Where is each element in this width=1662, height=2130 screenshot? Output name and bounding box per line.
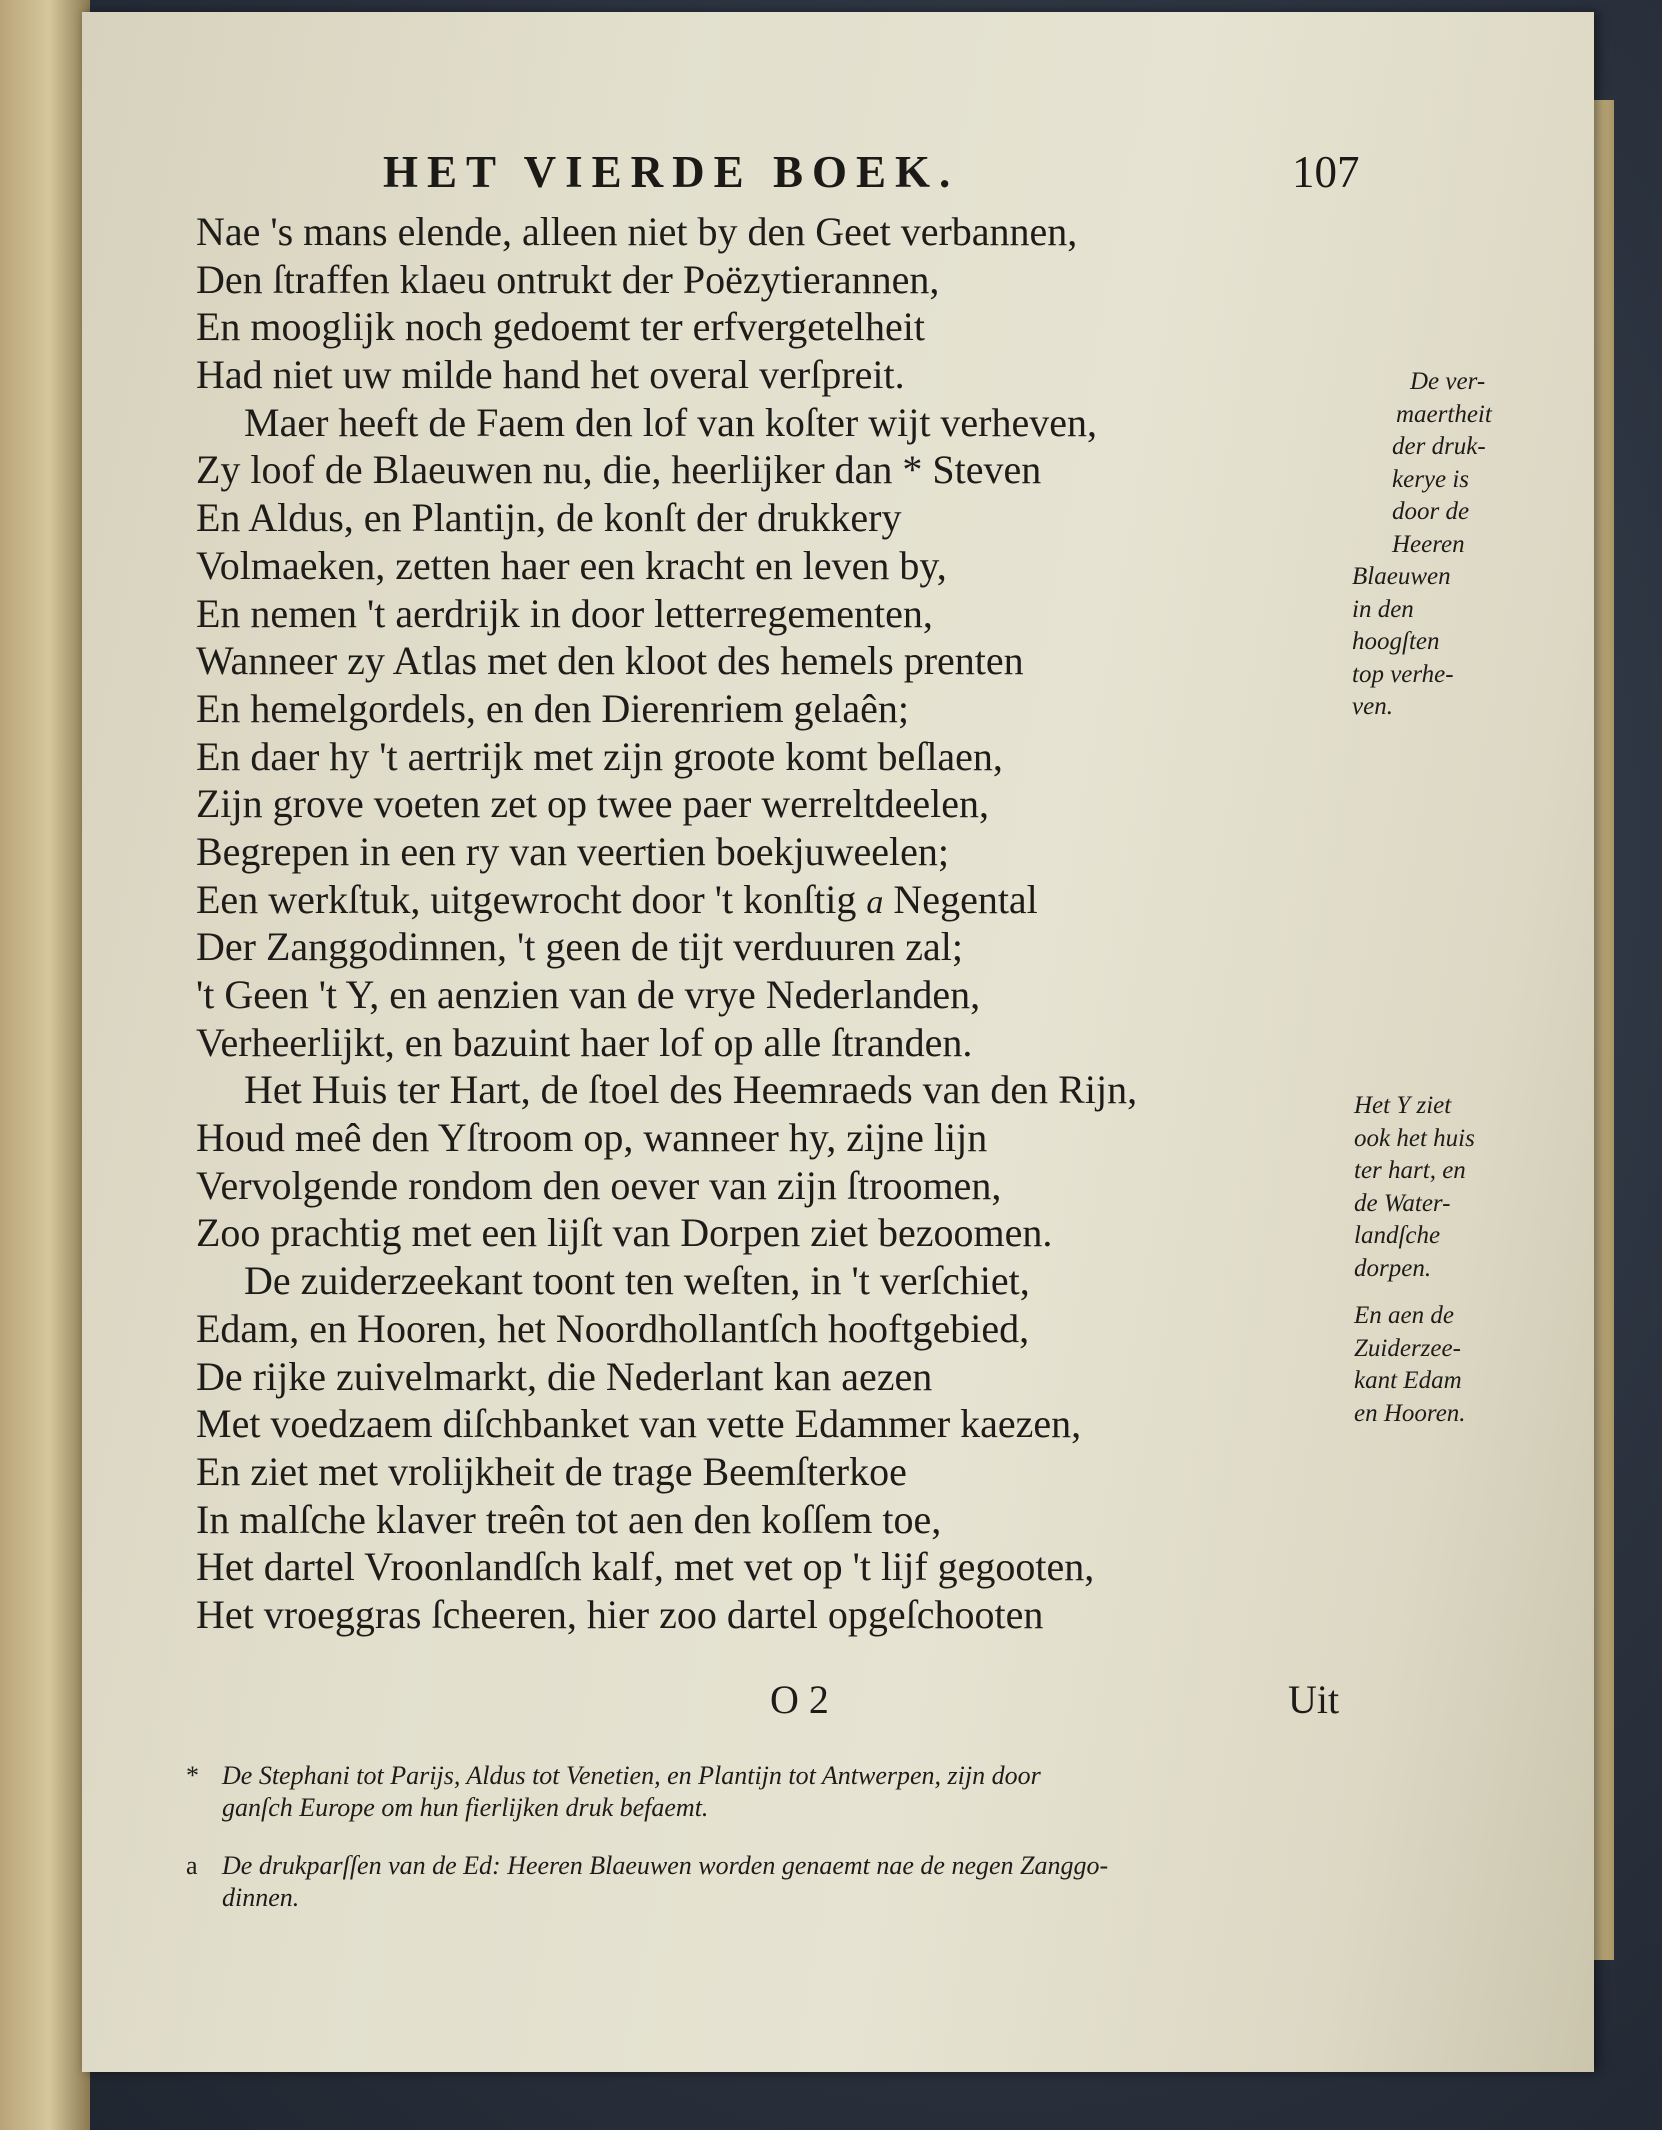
marginal-note-line: Blaeuwen — [1352, 563, 1451, 590]
verse-line: Edam, en Hooren, het Noordhollantſch hooftgebied, — [196, 1305, 1030, 1351]
marginal-note-line: in den — [1352, 595, 1414, 623]
marginal-note-line: En aen de — [1354, 1302, 1454, 1329]
marginal-note-line: door de — [1392, 498, 1470, 525]
marginal-note-line: kerye is — [1392, 465, 1470, 493]
verse-line: Vervolgende rondom den oever van zijn ſtroomen, — [196, 1162, 1002, 1208]
verse-line: En ziet met vrolijkheit de trage Beemſterkoe — [196, 1448, 907, 1494]
marginal-note-line: top verhe- — [1352, 660, 1454, 688]
marginal-note-printing — [1352, 366, 1522, 724]
verse-line: Volmaeken, zetten haer een kracht en leven by, — [196, 542, 947, 588]
poem-text — [196, 208, 1346, 1639]
marginal-note-line: Zuiderzee- — [1354, 1334, 1461, 1362]
marginal-note-line: ven. — [1352, 693, 1393, 720]
footnote-text: De Stephani tot Parijs, Aldus tot Venetien, en Plantijn tot Antwerpen, zijn door — [222, 1761, 1041, 1790]
verse-line: Zoo prachtig met een lijſt van Dorpen ziet bezoomen. — [196, 1210, 1053, 1256]
verse-line: En mooglijk noch gedoemt ter erfvergetelheit — [196, 304, 926, 350]
verse-line: En Aldus, en Plantijn, de konſt der drukkery — [196, 495, 902, 541]
verse-line — [196, 876, 1346, 924]
verse-line: Had niet uw milde hand het overal verſpreit. — [196, 352, 905, 398]
footnote-line — [186, 1850, 1366, 1882]
verse-line: En daer hy 't aertrijk met zijn groote komt beſlaen, — [196, 733, 1003, 779]
verse-line: Het vroeggras ſcheeren, hier zoo dartel opgeſchooten — [196, 1591, 1044, 1637]
catchword: Uit — [1288, 1677, 1340, 1722]
page-fore-edge — [1594, 100, 1614, 1960]
verse-line: Verheerlijkt, en bazuint haer lof op alle ſtranden. — [196, 1019, 973, 1065]
verse-line: Begrepen in een ry van veertien boekjuweelen; — [196, 828, 950, 874]
facing-page-edge — [0, 0, 90, 2130]
verse-line: Het Huis ter Hart, de ſtoel des Heemraeds van den Rijn, — [244, 1067, 1138, 1113]
marginal-note-zuiderzee — [1354, 1300, 1524, 1430]
marginal-note-line: en Hooren. — [1354, 1399, 1466, 1427]
marginal-note-line: der druk- — [1392, 433, 1486, 460]
marginal-note-line: kant Edam — [1354, 1367, 1462, 1394]
signature-mark: O 2 — [770, 1677, 829, 1722]
verse-line: Met voedzaem diſchbanket van vette Edammer kaezen, — [196, 1401, 1082, 1447]
verse-line: De zuiderzeekant toont ten weſten, in 't verſchiet, — [244, 1258, 1030, 1304]
marginal-note-line: de Water- — [1354, 1189, 1451, 1217]
verse-line: En nemen 't aerdrijk in door letterregementen, — [196, 590, 933, 636]
page-number: 107 — [1292, 147, 1360, 197]
marginal-note-line: Het Y ziet — [1354, 1092, 1452, 1119]
footnote-mark: a — [186, 1851, 198, 1880]
footnote-star — [186, 1760, 1366, 1824]
verse-line: Zijn grove voeten zet op twee paer werreltdeelen, — [196, 781, 989, 827]
verse-line: 't Geen 't Y, en aenzien van de vrye Nederlanden, — [196, 972, 981, 1017]
marginal-note-line: landſche — [1354, 1222, 1441, 1249]
running-head: HET VIERDE BOEK. — [383, 147, 960, 197]
verse-line: Der Zanggodinnen, 't geen de tijt verduuren zal; — [196, 924, 963, 970]
marginal-note-line: De ver- — [1410, 368, 1486, 395]
verse-line: In malſche klaver treên tot aen den koſſem toe, — [196, 1496, 942, 1542]
verse-line: Zy loof de Blaeuwen nu, die, heerlijker dan * Steven — [196, 447, 1042, 493]
verse-line: Den ſtraffen klaeu ontrukt der Poëzytierannen, — [196, 256, 940, 302]
verse-line: Houd meê den Yſtroom op, wanneer hy, zijne lijn — [196, 1115, 988, 1161]
marginal-note-line: ter hart, en — [1354, 1157, 1466, 1184]
verse-line: De rijke zuivelmarkt, die Nederlant kan aezen — [196, 1353, 933, 1399]
marginal-note-line: Heeren — [1392, 530, 1465, 558]
footnote-continuation: ganſch Europe om hun fierlijken druk befaemt. — [222, 1793, 709, 1822]
verse-line: Nae 's mans elende, alleen niet by den Geet verbannen, — [196, 209, 1078, 254]
marginal-note-y — [1354, 1090, 1524, 1285]
footnote-reference-a: a — [866, 883, 884, 921]
verse-line-text-tail: Negental — [893, 876, 1038, 922]
marginal-note-line: ook het huis — [1354, 1124, 1475, 1152]
footnote-text: De drukparſſen van de Ed: Heeren Blaeuwen worden genaemt nae de negen Zanggo- — [222, 1851, 1109, 1880]
footnote-mark: * — [186, 1761, 199, 1790]
footnote-continuation: dinnen. — [222, 1883, 300, 1912]
verse-line-text: Een werkſtuk, uitgewrocht door 't konſtig — [196, 876, 857, 922]
verse-line: Het dartel Vroonlandſch kalf, met vet op 't lijf gegooten, — [196, 1544, 1095, 1590]
marginal-note-line: dorpen. — [1354, 1254, 1432, 1282]
marginal-note-line: hoogſten — [1352, 628, 1440, 655]
verse-line: Wanneer zy Atlas met den kloot des hemels prenten — [196, 638, 1024, 684]
marginal-note-line: maertheit — [1396, 400, 1492, 428]
footnote-a — [186, 1850, 1366, 1914]
footnote-line — [186, 1760, 1366, 1792]
verse-line: Maer heeft de Faem den lof van koſter wijt verheven, — [244, 399, 1098, 445]
verse-line: En hemelgordels, en den Dierenriem gelaên; — [196, 685, 910, 731]
